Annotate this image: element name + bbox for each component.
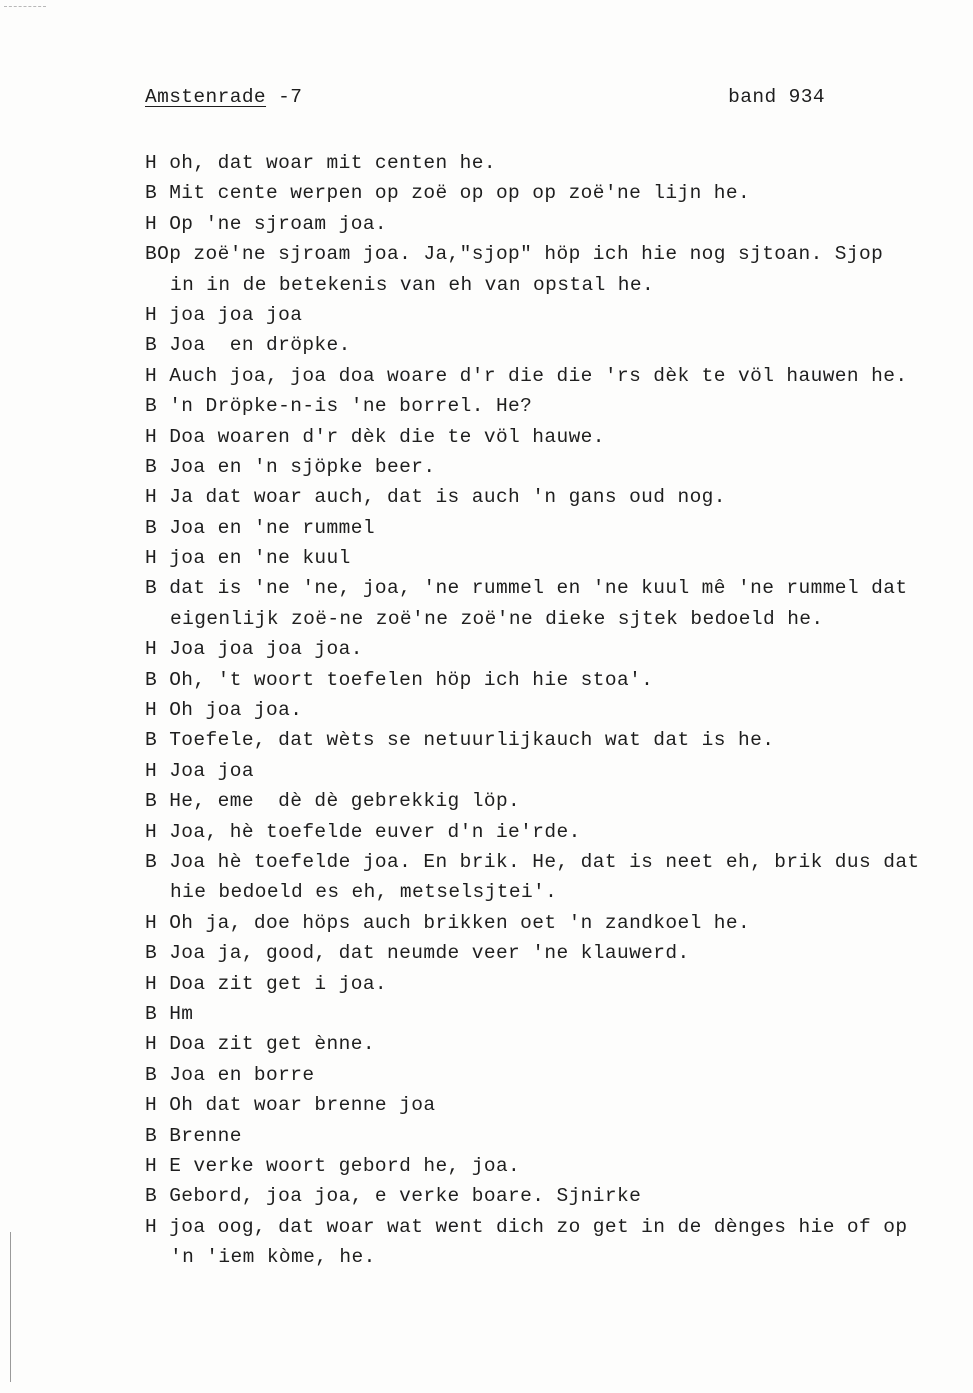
dialogue-line: H Oh dat woar brenne joa	[145, 1094, 436, 1117]
dialogue-line: B Joa hè toefelde joa. En brik. He, dat is neet eh, brik dus dat	[145, 850, 920, 873]
dialogue-line: B Brenne	[145, 1124, 242, 1147]
dialogue-line: H Joa, hè toefelde euver d'n ie'rde.	[145, 820, 581, 843]
dialogue-line: BOp zoë'ne sjroam joa. Ja,"sjop" höp ich hie nog sjtoan. Sjop	[145, 243, 884, 266]
dialogue-line: H oh, dat woar mit centen he.	[145, 152, 496, 174]
dialogue-line: B Joa en borre	[145, 1063, 315, 1086]
dialogue-body	[145, 148, 945, 1272]
dialogue-line: H Doa zit get i joa.	[145, 972, 388, 995]
header-title	[145, 86, 302, 108]
dialogue-line: B He, eme dè dè gebrekkig löp.	[145, 790, 521, 813]
dialogue-line: B Joa ja, good, dat neumde veer 'ne klauwerd.	[145, 942, 690, 965]
margin-rule	[10, 1232, 11, 1382]
dialogue-line: H E verke woort gebord he, joa.	[145, 1154, 521, 1177]
dialogue-line: B Joa en dröpke.	[145, 334, 351, 357]
dialogue-line-continuation: hie bedoeld es eh, metselsjtei'.	[170, 881, 558, 904]
dialogue-line: B Toefele, dat wèts se netuurlijkauch wat dat is he.	[145, 729, 775, 752]
dialogue-line: B dat is 'ne 'ne, joa, 'ne rummel en 'ne kuul mê 'ne rummel dat	[145, 577, 908, 600]
dialogue-line: H joa en 'ne kuul	[145, 547, 351, 570]
dialogue-line: B Mit cente werpen op zoë op op op zoë'ne lijn he.	[145, 182, 751, 205]
corner-scan-mark	[4, 6, 46, 8]
dialogue-line: H Op 'ne sjroam joa.	[145, 212, 388, 235]
dialogue-line: H joa joa joa	[145, 303, 303, 326]
header-page-number: -7	[266, 86, 303, 108]
dialogue-line: H Doa woaren d'r dèk die te völ hauwe.	[145, 425, 605, 448]
dialogue-line: H Doa zit get ènne.	[145, 1033, 375, 1056]
dialogue-line: H joa oog, dat woar wat went dich zo get in de dènges hie of op	[145, 1215, 908, 1238]
dialogue-line: B 'n Dröpke-n-is 'ne borrel. He?	[145, 395, 533, 418]
dialogue-line: B Gebord, joa joa, e verke boare. Sjnirke	[145, 1185, 642, 1208]
dialogue-line: B Oh, 't woort toefelen höp ich hie stoa'.	[145, 668, 654, 691]
dialogue-line: H Oh ja, doe höps auch brikken oet 'n zandkoel he.	[145, 911, 751, 934]
dialogue-line-continuation: eigenlijk zoë-ne zoë'ne zoë'ne dieke sjtek bedoeld he.	[170, 607, 824, 630]
dialogue-line: H Joa joa	[145, 759, 254, 782]
dialogue-line-continuation: in in de betekenis van eh van opstal he.	[170, 273, 655, 296]
page-header	[145, 86, 825, 116]
dialogue-line: H Joa joa joa joa.	[145, 638, 363, 661]
header-place: Amstenrade	[145, 86, 267, 108]
dialogue-line: B Joa en 'ne rummel	[145, 516, 375, 539]
header-band: band 934	[728, 86, 825, 108]
dialogue-line: B Joa en 'n sjöpke beer.	[145, 455, 436, 478]
dialogue-line-continuation: 'n 'iem kòme, he.	[170, 1246, 376, 1269]
dialogue-line: H Oh joa joa.	[145, 699, 303, 722]
dialogue-line: B Hm	[145, 1002, 194, 1025]
dialogue-line: H Auch joa, joa doa woare d'r die die 'rs dèk te völ hauwen he.	[145, 364, 908, 387]
dialogue-line: H Ja dat woar auch, dat is auch 'n gans oud nog.	[145, 486, 726, 509]
